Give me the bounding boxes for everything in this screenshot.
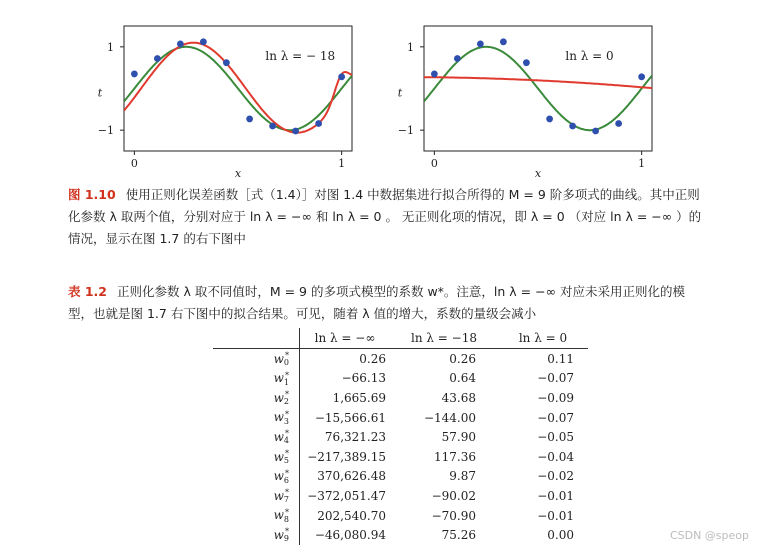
data-point: [154, 55, 161, 62]
coef-value: 0.64: [449, 371, 476, 386]
coef-symbol: w * 0: [213, 349, 300, 369]
coef-value: −0.01: [537, 508, 574, 523]
coef-value: 202,540.70: [317, 508, 386, 523]
coef-value: 370,626.48: [317, 469, 386, 484]
table-header-row: [213, 328, 588, 349]
data-point: [569, 123, 576, 130]
table-body: [213, 349, 588, 545]
data-point: [177, 41, 184, 48]
table-row: [213, 486, 588, 506]
y-tick-label: −1: [97, 124, 114, 138]
data-point: [246, 116, 253, 123]
coef-value: −0.02: [537, 469, 574, 484]
table-header-col-3: ln λ = 0: [498, 328, 588, 349]
plot-2-svg: [388, 22, 668, 184]
coef-symbol: w * 3: [213, 408, 300, 428]
coef-value: −0.07: [537, 410, 574, 425]
coef-value: −0.09: [537, 390, 574, 405]
coef-symbol: w * 8: [213, 506, 300, 526]
coef-value: −90.02: [431, 488, 476, 503]
plot-ln-lambda-minus-18: [88, 22, 368, 184]
coef-value: −144.00: [423, 410, 476, 425]
coef-value: 57.90: [441, 430, 476, 445]
data-point: [269, 123, 276, 130]
coef-value: −66.13: [341, 371, 386, 386]
coef-value: −217,389.15: [307, 449, 386, 464]
table-row: [213, 467, 588, 487]
data-point: [638, 73, 645, 80]
data-point: [292, 128, 299, 135]
coef-value: 1,665.69: [332, 390, 386, 405]
x-tick-label: 0: [430, 157, 438, 170]
table-row: [213, 506, 588, 526]
coef-value: 76,321.23: [324, 430, 386, 445]
coef-symbol: w * 5: [213, 447, 300, 467]
plot-annotation: ln λ = 0: [565, 49, 614, 63]
coef-value: 43.68: [441, 390, 476, 405]
x-tick-label: 0: [130, 157, 138, 170]
data-point: [592, 128, 599, 135]
coef-symbol: w * 1: [213, 369, 300, 389]
figure-number: 图 1.10: [68, 187, 116, 202]
coef-symbol: w * 9: [213, 525, 300, 545]
table-number: 表 1.2: [68, 284, 107, 299]
coef-value: −0.07: [537, 371, 574, 386]
table-row: [213, 408, 588, 428]
data-point: [315, 120, 322, 127]
x-axis-label: x: [534, 167, 542, 180]
data-point: [454, 55, 461, 62]
y-tick-label: 1: [407, 40, 414, 54]
figure-caption: [68, 184, 708, 250]
table-row: [213, 369, 588, 389]
table-caption: [68, 281, 708, 325]
coef-symbol: w * 4: [213, 427, 300, 447]
y-axis-label: t: [97, 86, 103, 100]
watermark: CSDN @speop: [669, 529, 749, 542]
data-point: [338, 73, 345, 80]
coef-value: −15,566.61: [314, 410, 386, 425]
data-point: [523, 59, 530, 66]
table-header-corner: [213, 328, 300, 349]
table-row: [213, 447, 588, 467]
series-line: [424, 77, 652, 88]
y-tick-label: 1: [107, 40, 114, 54]
data-point: [615, 120, 622, 127]
table-row: [213, 525, 588, 545]
table-header-col-2: ln λ = −18: [390, 328, 498, 349]
y-axis-label: t: [397, 86, 403, 100]
coef-value: 0.11: [547, 351, 574, 366]
figure-caption-text: 使用正则化误差函数［式（1.4）］对图 1.4 中数据集进行拟合所得的 M = 9 阶多项式的曲线。其中正则化参数 λ 取两个值，分别对应于 ln λ = −∞ 和 ln λ = 0 。 无正则化项的情况，即 λ = 0 （对应 ln λ = −∞ ）的情况，显示在图 1.7 的右下图中: [68, 187, 702, 246]
coef-value: −46,080.94: [314, 528, 386, 543]
table-caption-text: 正则化参数 λ 取不同值时，M = 9 的多项式模型的系数 w*。注意，ln λ = −∞ 对应未采用正则化的模型，也就是图 1.7 右下图中的拟合结果。可见，随着 λ 值的增大，系数的量级会减小: [68, 284, 685, 321]
data-point: [546, 116, 553, 123]
data-point: [500, 38, 507, 45]
coef-value: 117.36: [434, 449, 476, 464]
plot-ln-lambda-0: [388, 22, 668, 184]
y-tick-label: −1: [397, 124, 414, 138]
x-tick-label: 1: [638, 157, 646, 170]
coef-value: 9.87: [449, 469, 476, 484]
table-header-col-1: ln λ = −∞: [300, 328, 391, 349]
plot-1-svg: [88, 22, 368, 184]
x-tick-label: 1: [338, 157, 346, 170]
coef-value: −0.05: [537, 430, 574, 445]
table-row: [213, 388, 588, 408]
coef-value: 0.26: [359, 351, 386, 366]
coef-symbol: w * 6: [213, 467, 300, 487]
coef-symbol: w * 2: [213, 388, 300, 408]
x-axis-label: x: [234, 167, 242, 180]
coef-value: 0.00: [547, 528, 574, 543]
coef-symbol: w * 7: [213, 486, 300, 506]
coef-value: −70.90: [431, 508, 476, 523]
coefficient-table: [213, 328, 588, 545]
data-point: [477, 41, 484, 48]
data-point: [223, 59, 230, 66]
coef-value: 75.26: [441, 528, 476, 543]
coef-value: −0.01: [537, 488, 574, 503]
coef-value: 0.26: [449, 351, 476, 366]
plot-annotation: ln λ = − 18: [265, 49, 336, 63]
coef-value: −0.04: [537, 449, 574, 464]
table-row: [213, 427, 588, 447]
data-point: [431, 71, 438, 78]
coef-value: −372,051.47: [307, 488, 386, 503]
data-point: [200, 38, 207, 45]
table-row: [213, 349, 588, 369]
data-point: [131, 71, 138, 78]
